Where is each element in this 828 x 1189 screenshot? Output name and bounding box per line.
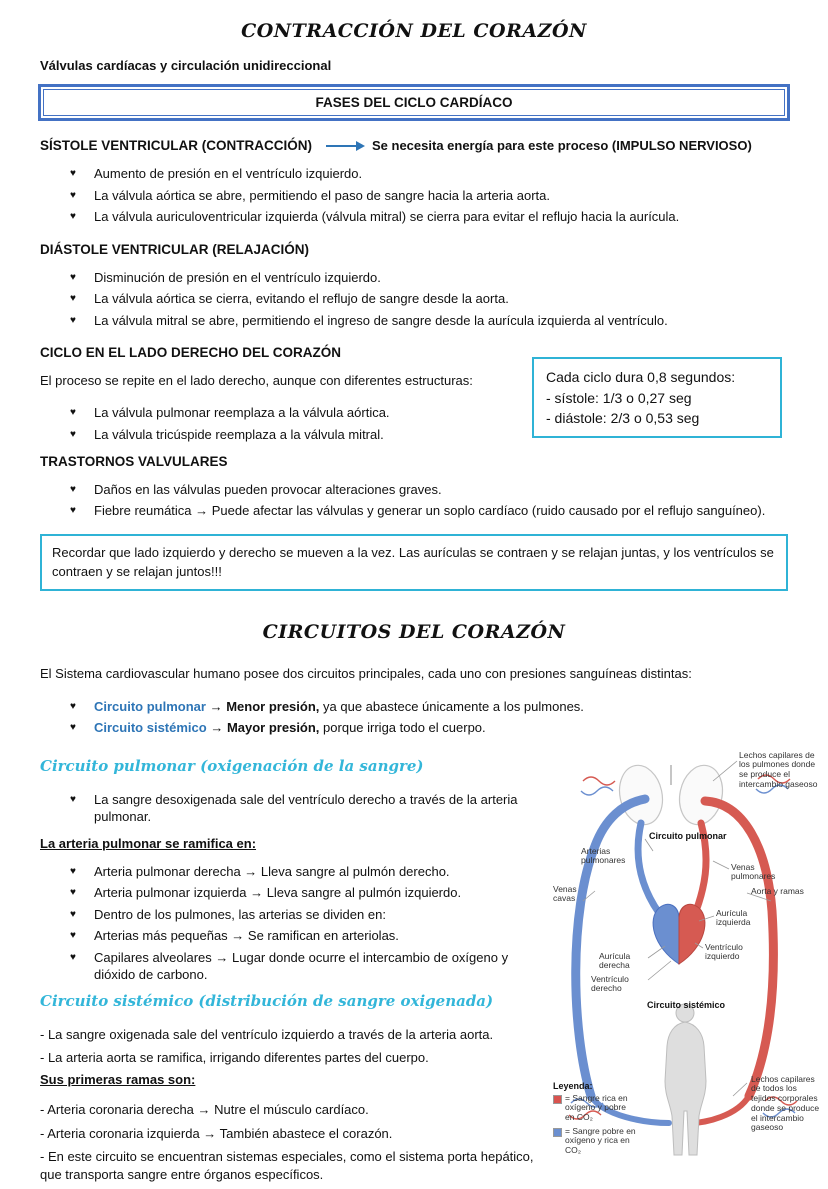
pulmonar-intro-bullet <box>40 791 545 826</box>
bold-fragment: Mayor presión, <box>226 720 320 736</box>
heart-bullet-icon: ♥ <box>70 865 76 877</box>
list-item <box>70 884 545 902</box>
bullet-text: La sangre desoxigenada sale del ventrículo derecho a través de la arteria pulmonar. <box>94 791 518 825</box>
heart-bullet-icon: ♥ <box>70 168 76 179</box>
text-fragment: porque irriga todo el cuerpo. <box>323 720 486 736</box>
legend-oxygen-rich-text: = Sangre rica en oxígeno y pobre en CO₂ <box>565 1092 628 1123</box>
label-auricula-derecha: Aurícula derecha <box>599 950 631 971</box>
diastole-bullets <box>40 269 788 330</box>
circuito-sistemico-lead: Circuito sistémico <box>94 720 207 736</box>
fases-heading: FASES DEL CICLO CARDÍACO <box>315 95 513 110</box>
heart-bullet-icon: ♥ <box>70 700 76 712</box>
label-venas-cavas: Venas cavas <box>553 883 577 904</box>
blue-swatch-icon <box>553 1128 562 1137</box>
bullet-text: Capilares alveolares → Lugar donde ocurre el intercambio de oxígeno y dióxido de carbono. <box>94 949 509 983</box>
bullet-text: La válvula pulmonar reemplaza a la válvula aórtica. <box>94 405 390 421</box>
trastornos-heading: TRASTORNOS VALVULARES <box>40 453 228 469</box>
circuitos-title: CIRCUITOS DEL CORAZÓN <box>262 621 566 644</box>
list-item <box>70 481 788 499</box>
page-subtitle: Válvulas cardíacas y circulación unidireccional <box>40 58 332 73</box>
bullet-text: Aumento de presión en el ventrículo izquierdo. <box>94 166 363 181</box>
arrow-glyph: → <box>209 698 223 714</box>
cycle-duration-line: - sístole: 1/3 o 0,27 seg <box>546 389 692 406</box>
label-ventriculo-derecho: Ventrículo derecho <box>591 973 629 994</box>
heart-bullet-icon: ♥ <box>70 293 76 305</box>
list-item <box>70 502 788 520</box>
body-silhouette <box>665 1004 706 1155</box>
list-item <box>70 165 788 183</box>
label-arterias-pulmonares: Arterias pulmonares <box>581 845 626 866</box>
heart-bullet-icon: ♥ <box>70 722 76 734</box>
heart-bullet-icon: ♥ <box>70 314 76 326</box>
label-circuito-sistemico: Circuito sistémico <box>647 999 726 1010</box>
text-column <box>40 751 545 1189</box>
bold-fragment: Menor presión, <box>226 698 320 714</box>
pulmonar-bullets <box>40 863 545 984</box>
heart-bullet-icon: ♥ <box>70 211 76 223</box>
text-line: - En este circuito se encuentran sistemas especiales, como el sistema porta hepático, que transporta sangre entre órganos específicos. <box>40 1148 534 1182</box>
arrow-glyph: → <box>210 720 224 736</box>
sistole-heading: SÍSTOLE VENTRICULAR (CONTRACCIÓN) <box>40 138 312 153</box>
ciclo-derecho-intro: El proceso se repite en el lado derecho, aunque con diferentes estructuras: <box>40 373 473 389</box>
legend-oxygen-poor-text: = Sangre pobre en oxígeno y rica en CO₂ <box>565 1125 636 1156</box>
bullet-text: La válvula aórtica se abre, permitiendo el paso de sangre hacia la arteria aorta. <box>94 187 550 203</box>
label-ventriculo-izquierdo: Ventrículo izquierdo <box>705 941 743 962</box>
bullet-text <box>94 719 788 737</box>
bullet-text: La válvula mitral se abre, permitiendo el ingreso de sangre desde la aurícula izquierda al ventrículo. <box>94 312 668 328</box>
diastole-heading: DIÁSTOLE VENTRICULAR (RELAJACIÓN) <box>40 241 310 257</box>
cycle-duration-line: Cada ciclo dura 0,8 segundos: <box>546 369 736 386</box>
trastornos-bullets <box>40 481 788 520</box>
circuitos-bullets <box>40 698 788 737</box>
heart-bullet-icon: ♥ <box>70 483 76 495</box>
cycle-duration-line: - diástole: 2/3 o 0,53 seg <box>546 409 700 426</box>
bullet-text: Daños en las válvulas pueden provocar alteraciones graves. <box>94 481 442 497</box>
sistemico-heading: Circuito sistémico (distribución de sangre oxigenada) <box>40 992 494 1010</box>
list-item <box>70 719 788 737</box>
heart-bullet-icon: ♥ <box>70 887 76 899</box>
ciclo-derecho-heading: CICLO EN EL LADO DERECHO DEL CORAZÓN <box>40 345 342 361</box>
fases-box <box>43 89 785 116</box>
heart-bullet-icon: ♥ <box>70 271 76 283</box>
text-fragment: ya que abastece únicamente a los pulmones. <box>323 698 584 714</box>
sistole-energy-note: Se necesita energía para este proceso (IMPULSO NERVIOSO) <box>372 138 752 153</box>
bullet-text: Fiebre reumática → Puede afectar las válvulas y generar un soplo cardíaco (ruido causado por el reflujo sanguíneo). <box>94 503 766 519</box>
heart-bullet-icon: ♥ <box>70 793 76 805</box>
heart-bullet-icon: ♥ <box>70 930 76 942</box>
bullet-text: La válvula auriculoventricular izquierda (válvula mitral) se cierra para evitar el reflujo hacia la aurícula. <box>94 209 680 225</box>
two-column-region <box>40 749 820 1189</box>
list-item <box>70 269 788 287</box>
label-venas-pulmonares: Venas pulmonares <box>731 861 776 882</box>
ciclo-derecho-section <box>40 345 788 443</box>
bullet-text: La válvula aórtica se cierra, evitando el reflujo de sangre desde la aorta. <box>94 291 509 307</box>
bullet-text: Disminución de presión en el ventrículo izquierdo. <box>94 269 381 285</box>
list-item <box>70 312 788 330</box>
label-circuito-pulmonar: Circuito pulmonar <box>649 830 727 841</box>
list-item <box>70 698 788 716</box>
red-swatch-icon <box>553 1095 562 1104</box>
heart-bullet-icon: ♥ <box>70 951 76 963</box>
list-item <box>70 927 545 945</box>
pulmonar-heading: Circuito pulmonar (oxigenación de la sangre) <box>40 756 424 775</box>
legend-oxygen-poor <box>553 1127 645 1156</box>
heart-bullet-icon: ♥ <box>70 505 76 517</box>
list-item <box>70 949 545 984</box>
text-line: - Arteria coronaria derecha → Nutre el músculo cardíaco. <box>40 1102 369 1118</box>
heart-shape <box>653 904 705 964</box>
sistole-bullets <box>40 165 788 226</box>
text-line: - La sangre oxigenada sale del ventrículo izquierdo a través de la arteria aorta. <box>40 1027 494 1042</box>
reminder-box <box>40 534 788 592</box>
label-lechos-pulmones: Lechos capilares de los pulmones donde se produce el intercambio gaseoso <box>739 749 818 789</box>
cycle-duration-box <box>532 357 782 438</box>
pulmonar-subheading: La arteria pulmonar se ramifica en: <box>40 835 257 851</box>
bullet-text <box>94 698 788 716</box>
heart-bullet-icon: ♥ <box>70 429 76 441</box>
list-item <box>70 290 788 308</box>
text-line: - La arteria aorta se ramifica, irrigando diferentes partes del cuerpo. <box>40 1050 429 1066</box>
legend-title: Leyenda: <box>553 1080 593 1091</box>
bullet-text: Arterias más pequeñas → Se ramifican en arteriolas. <box>94 928 399 944</box>
label-aorta-ramas: Aorta y ramas <box>751 885 804 896</box>
right-arrow-icon <box>326 141 365 151</box>
bullet-text: La válvula tricúspide reemplaza a la válvula mitral. <box>94 427 384 443</box>
heart-bullet-icon: ♥ <box>70 407 76 419</box>
circuito-pulmonar-lead: Circuito pulmonar <box>94 698 206 714</box>
page-title: CONTRACCIÓN DEL CORAZÓN <box>241 20 587 42</box>
label-auricula-izquierda: Aurícula izquierda <box>716 907 751 928</box>
list-item <box>70 791 545 826</box>
list-item <box>70 208 788 226</box>
circulation-diagram <box>553 751 826 1169</box>
sistole-heading-row <box>40 138 788 153</box>
text-line: - Arteria coronaria izquierda → También abastece el corazón. <box>40 1125 393 1141</box>
list-item <box>70 187 788 205</box>
reminder-text: Recordar que lado izquierdo y derecho se mueven a la vez. Las aurículas se contraen y se relajan juntas, y los ventrículos se contraen y se relajan juntos!!! <box>52 544 774 579</box>
bullet-text: Dentro de los pulmones, las arterias se dividen en: <box>94 906 386 922</box>
sistemico-subheading: Sus primeras ramas son: <box>40 1072 196 1088</box>
bullet-text: Arteria pulmonar izquierda → Lleva sangre al pulmón izquierdo. <box>94 885 462 901</box>
bullet-text: Arteria pulmonar derecha → Lleva sangre al pulmón derecho. <box>94 863 450 879</box>
circuitos-intro: El Sistema cardiovascular humano posee dos circuitos principales, cada uno con presiones sanguíneas distintas: <box>40 666 692 682</box>
list-item <box>70 863 545 881</box>
heart-bullet-icon: ♥ <box>70 908 76 920</box>
list-item <box>70 906 545 924</box>
diagram-column <box>553 751 826 1171</box>
label-lechos-tejidos: Lechos capilares de todos los tejidos corporales donde se produce el intercambio gaseoso <box>751 1073 820 1133</box>
legend-oxygen-rich <box>553 1094 635 1123</box>
heart-bullet-icon: ♥ <box>70 189 76 201</box>
lungs-shape <box>614 761 728 828</box>
